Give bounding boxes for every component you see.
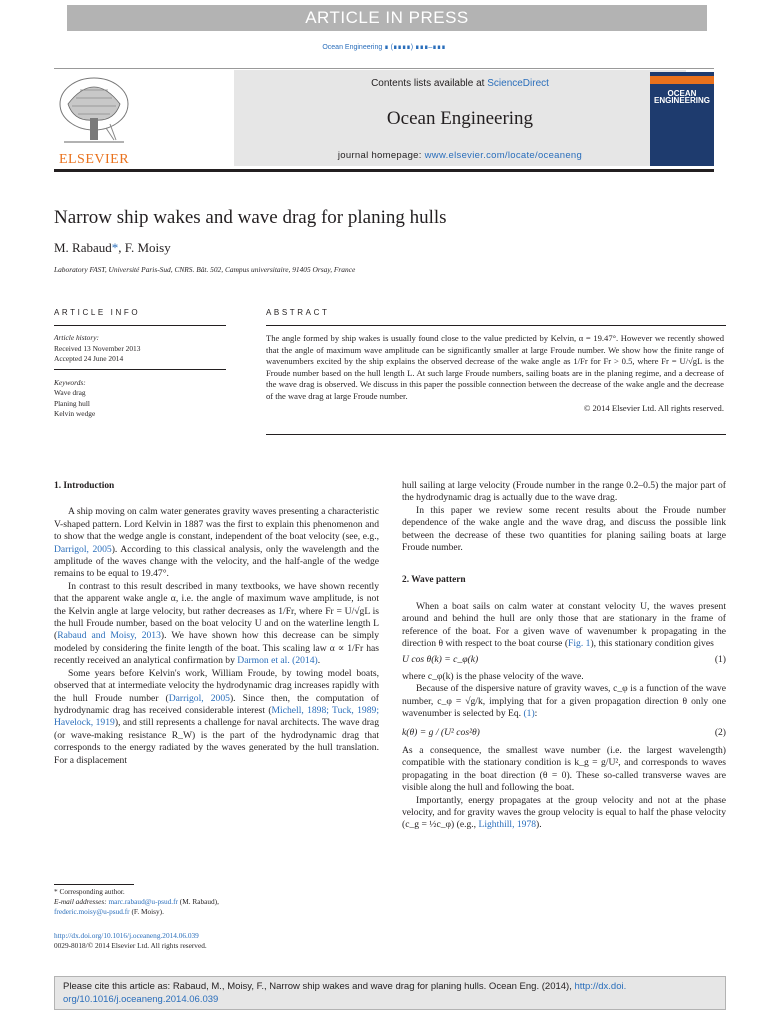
masthead-top-rule — [54, 68, 714, 69]
paragraph: As a consequence, the smallest wave number (i.e. the largest wavelength) compatible with the stationary condition is k_g = g/U², and corresponds to waves propagating in the boat direction (θ = 0). These so-called transverse waves are visible along the hull and following the boat. — [402, 744, 726, 794]
equation-text: U cos θ(k) = c_φ(k) — [402, 654, 479, 666]
email-label: E-mail addresses: — [54, 897, 109, 906]
contents-line — [234, 78, 686, 89]
citation-doi-link[interactable]: http://dx.doi. — [574, 981, 627, 992]
keyword: Wave drag — [54, 388, 86, 397]
footnote-rule — [54, 884, 134, 885]
cover-title: OCEAN ENGINEERING — [654, 89, 711, 105]
journal-reference[interactable]: Ocean Engineering ∎ (∎∎∎∎) ∎∎∎–∎∎∎ — [322, 44, 446, 51]
paragraph: Some years before Kelvin's work, William Froude, by towing model boats, observed that at intermediate velocity the hydrodynamic drag increases rapidly with the hull Froude number (Darrigol, 2005). Since then, the computation of hydrodynamic drag has received considerable interest (Michell, 1898; Tuck, 1989; Havelock, 1919), and still represents a challenge for naval architects. The wave drag (or wave-making resistance R_W) is the part of the hydrodynamic drag that corresponds to the energy radiated by the waves generated by the hull translation. For a displacement — [54, 667, 379, 766]
footnote: * Corresponding author. E-mail addresses: marc.rabaud@u-psud.fr (M. Rabaud), frederic.moisy@u-psud.fr (F. Moisy). — [54, 887, 384, 917]
article-info-header: ARTICLE INFO — [54, 308, 141, 317]
article-in-press-banner: ARTICLE IN PRESS — [67, 5, 707, 31]
sciencedirect-link[interactable]: ScienceDirect — [487, 78, 549, 89]
citation-link[interactable]: Darrigol, 2005 — [54, 543, 112, 555]
authors — [54, 240, 171, 256]
abstract-rule — [266, 325, 726, 326]
figure-link[interactable]: Fig. 1 — [568, 638, 591, 650]
info-divider — [54, 369, 226, 370]
citation-link[interactable]: Darmon et al. (2014) — [237, 655, 318, 667]
masthead — [54, 70, 714, 168]
equation-number: (2) — [714, 726, 726, 738]
section-heading: 1. Introduction — [54, 481, 115, 491]
citation-doi-link[interactable]: org/10.1016/j.oceaneng.2014.06.039 — [63, 994, 219, 1005]
journal-cover-icon[interactable] — [650, 72, 714, 166]
keywords-label: Keywords: — [54, 377, 86, 387]
author-rabaud: M. Rabaud — [54, 240, 112, 255]
right-column — [402, 480, 726, 832]
citation-link[interactable]: Darrigol, 2005 — [168, 692, 230, 704]
citation-box — [54, 976, 726, 1010]
section-heading: 2. Wave pattern — [402, 575, 466, 586]
equation-text: k(θ) = g / (U² cos²θ) — [402, 726, 480, 738]
equation-1 — [402, 654, 726, 666]
paragraph: A ship moving on calm water generates gravity waves presenting a characteristic V-shaped pattern. Lord Kelvin in 1887 was the first to explain this phenomenon and to show that the wedge angle is constant, independent of the boat velocity (see, e.g., Darrigol, 2005). According to this classical analysis, only the wavelength and the amplitude of the waves change with the velocity, and the half-angle of the wedge remains to be equal to 19.47°. — [54, 506, 379, 580]
article-title: Narrow ship wakes and wave drag for planing hulls — [54, 207, 447, 228]
corresponding-author-link[interactable]: * — [111, 240, 119, 255]
doi-block — [54, 931, 384, 951]
equation-number: (1) — [714, 654, 726, 666]
paragraph: Because of the dispersive nature of gravity waves, c_φ is a function of the wave number, c_φ = √g/k, implying that for a given propagation direction θ only one wavenumber is selected by Eq. (1): — [402, 683, 726, 720]
keyword: Kelvin wedge — [54, 409, 96, 418]
paragraph: In this paper we review some recent results about the Froude number dependence of the wake angle and the wave drag, and discuss the possible link between the decrease of these two quantities for planing sailing boats at large Froude number. — [402, 504, 726, 554]
abstract-text: The angle formed by ship wakes is usually found close to the value predicted by Kelvin, α = 19.47°. However we recently showed that the angle of maximum wave amplitude can be significantly smaller at large Froude number. We show how the finite range of wavenumbers excited by the ship explains the observed decrease of the wake angle as 1/Fr for Fr > 0.5, where Fr = U/√gL is the Froude number based on the hull length L. At such large Froude numbers, sailing boats are in the planing regime, and a decrease of the wave drag is observed. We discuss in this paper the possible connection between the decrease of the wake angle and the decrease of the wave drag at large Froude number. — [266, 333, 724, 401]
equation-link[interactable]: (1) — [523, 708, 535, 720]
masthead-bottom-rule — [54, 169, 714, 172]
email-link[interactable]: marc.rabaud@u-psud.fr — [108, 897, 178, 906]
corresponding-author-note: * Corresponding author. — [54, 887, 125, 896]
abstract-copyright: © 2014 Elsevier Ltd. All rights reserved. — [583, 402, 724, 413]
paragraph: hull sailing at large velocity (Froude number in the range 0.2–0.5) the major part of the hydrodynamic drag is actually due to the wave drag. — [402, 480, 726, 504]
homepage-line — [234, 150, 686, 161]
received-date: Received 13 November 2013 — [54, 343, 141, 353]
doi-link[interactable]: http://dx.doi.org/10.1016/j.oceaneng.2014.06.039 — [54, 931, 199, 940]
citation-text: Please cite this article as: Rabaud, M., Moisy, F., Narrow ship wakes and wave drag for planing hulls. Ocean Eng. (2014), — [63, 981, 575, 992]
contents-prefix: Contents lists available at — [371, 78, 488, 89]
abstract-bottom-rule — [266, 434, 726, 435]
equation-2 — [402, 727, 726, 739]
masthead-center — [234, 70, 686, 166]
paragraph: When a boat sails on calm water at constant velocity U, the waves present around and behind the hull are only those that are stationary in the frame of reference of the boat. For a given wave of wavenumber k propagating in the direction θ with respect to the boat course (Fig. 1), this stationary condition gives — [402, 600, 726, 650]
article-info — [54, 333, 226, 420]
abstract-header: ABSTRACT — [266, 308, 330, 317]
email-link[interactable]: frederic.moisy@u-psud.fr — [54, 907, 130, 916]
keyword: Planing hull — [54, 398, 90, 408]
citation-link[interactable]: Rabaud and Moisy, 2013 — [57, 630, 161, 642]
paragraph: Importantly, energy propagates at the group velocity and not at the phase velocity, and for gravity waves the group velocity is equal to half the phase velocity (c_g = ½c_φ) (e.g., Lighthill, 1978). — [402, 794, 726, 831]
history-label: Article history: — [54, 333, 99, 342]
journal-title: Ocean Engineering — [386, 108, 534, 129]
homepage-prefix: journal homepage: — [337, 150, 425, 161]
author-moisy: , F. Moisy — [118, 240, 171, 255]
accepted-date: Accepted 24 June 2014 — [54, 354, 124, 363]
article-info-rule — [54, 325, 226, 326]
citation-link[interactable]: Lighthill, 1978 — [478, 819, 537, 831]
left-column — [54, 480, 379, 767]
citation-link[interactable]: Michell, 1898; Tuck, 1989; Havelock, 1919 — [54, 704, 379, 729]
homepage-link[interactable]: www.elsevier.com/locate/oceaneng — [424, 150, 583, 161]
paragraph: where c_φ(k) is the phase velocity of the wave. — [402, 670, 584, 682]
issn-line: 0029-8018/© 2014 Elsevier Ltd. All rights reserved. — [54, 941, 207, 950]
paragraph: In contrast to this result described in many textbooks, we have shown recently that the apparent wake angle α, i.e. the angle of maximum wave amplitude, is not the Kelvin angle at large velocity, but rather decreases as 1/Fr, where Fr = U/√gL is the hull Froude number, based on the boat velocity U and on the waterline length L (Rabaud and Moisy, 2013). We have shown how this decrease can be simply modeled by considering the finite length of the boat. This scaling law α ∝ 1/Fr has recently received an analytical confirmation by Darmon et al. (2014). — [54, 580, 379, 667]
affiliation: Laboratory FAST, Université Paris-Sud, CNRS. Bât. 502, Campus universitaire, 91405 Orsay, France — [54, 265, 356, 274]
cover-band — [650, 76, 714, 84]
publisher-name: ELSEVIER — [58, 152, 130, 167]
abstract — [266, 333, 724, 414]
